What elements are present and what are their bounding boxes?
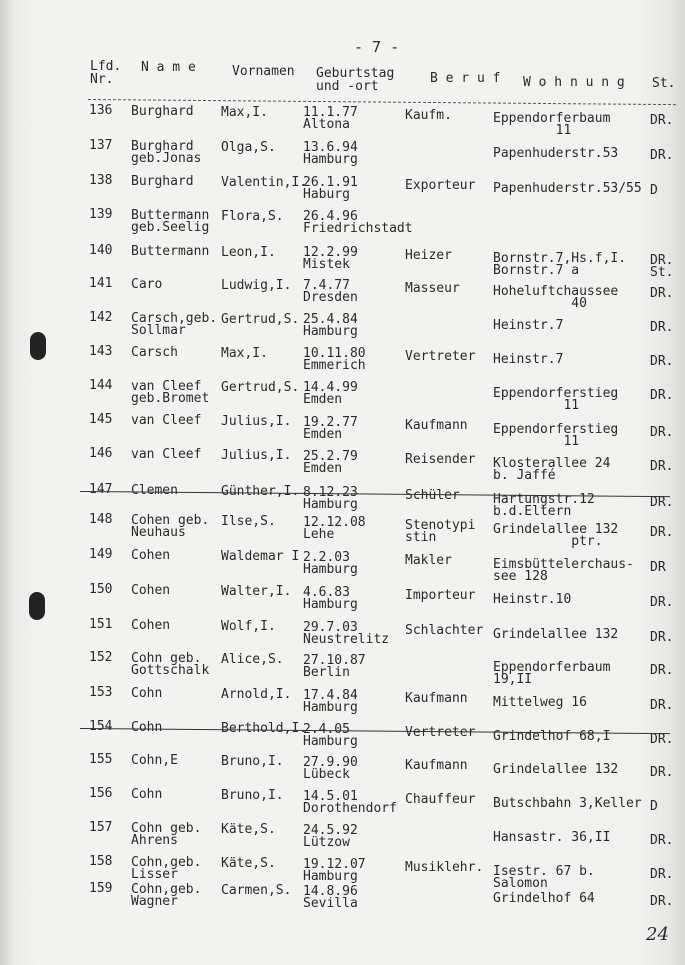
row-vorname: Arnold,I. <box>221 687 292 702</box>
row-vorname: Bruno,I. <box>221 788 284 803</box>
row-st: DR. <box>650 286 674 302</box>
row-number: 143 <box>89 344 113 359</box>
handwritten-folio: 24 <box>646 924 669 945</box>
row-number: 157 <box>89 820 113 835</box>
row-name: Cohn geb. Gottschalk <box>131 651 210 678</box>
header-beruf: B e r u f <box>430 71 501 86</box>
punch-hole-icon <box>29 592 45 620</box>
row-st: DR. <box>650 459 674 474</box>
row-beruf: Heizer <box>405 247 452 263</box>
row-wohnung: Eppendorferstieg 11 <box>493 422 619 449</box>
row-beruf: Musiklehr. <box>405 860 484 875</box>
header-nr: Lfd. Nr. <box>90 59 122 87</box>
row-geburt: 8.12.23 Hamburg <box>303 485 358 512</box>
row-st: DR. <box>650 894 674 909</box>
row-number: 150 <box>89 582 113 597</box>
row-vorname: Wolf,I. <box>221 619 276 634</box>
row-number: 154 <box>89 719 113 734</box>
row-wohnung: Grindelallee 132 <box>493 762 619 777</box>
row-wohnung: Heinstr.10 <box>493 592 572 607</box>
row-geburt: 13.6.94 Hamburg <box>303 140 358 168</box>
row-name: Cohn <box>131 720 163 735</box>
row-number: 149 <box>89 547 113 562</box>
row-wohnung: Eppendorferbaum 11 <box>493 111 611 138</box>
row-vorname: Flora,S. <box>221 208 284 224</box>
row-st: DR. <box>650 354 674 370</box>
row-vorname: Gertrud,S. <box>221 311 300 327</box>
row-vorname: Käte,S. <box>221 822 276 837</box>
row-name: Burghard <box>131 173 194 189</box>
row-vorname: Olga,S. <box>221 139 276 155</box>
row-beruf: Makler <box>405 553 452 568</box>
row-st: DR. <box>650 525 674 540</box>
row-wohnung: Grindelhof 64 <box>493 891 595 906</box>
row-vorname: Günther,I. <box>221 484 300 499</box>
row-vorname: Walter,I. <box>221 584 292 599</box>
row-st: DR. <box>650 732 674 747</box>
row-geburt: 27.10.87 Berlin <box>303 653 366 680</box>
row-st: DR. <box>650 113 674 129</box>
row-geburt: 12.2.99 Mistek <box>303 245 358 273</box>
header-name: N a m e <box>141 60 196 75</box>
row-geburt: 4.6.83 Hamburg <box>303 585 358 612</box>
row-number: 145 <box>89 412 113 427</box>
row-vorname: Käte,S. <box>221 856 276 871</box>
row-name: Buttermann <box>131 243 210 259</box>
row-vorname: Max,I. <box>221 345 268 361</box>
row-number: 141 <box>89 276 113 291</box>
row-vorname: Julius,I. <box>221 448 292 463</box>
row-name: Cohen geb. Neuhaus <box>131 513 210 540</box>
row-st: DR <box>650 560 666 575</box>
row-st: DR. <box>650 867 674 882</box>
row-number: 142 <box>89 310 113 325</box>
row-vorname: Carmen,S. <box>221 883 292 898</box>
row-name: Carsch <box>131 344 178 360</box>
row-number: 155 <box>89 752 113 767</box>
row-name: Carsch,geb. Sollmar <box>131 310 218 338</box>
row-wohnung: Eimsbüttelerchaus- see 128 <box>493 557 634 584</box>
row-vorname: Max,I. <box>221 104 268 120</box>
row-st: DR. <box>650 388 674 404</box>
row-wohnung: Klosterallee 24 b. Jaffé <box>493 456 611 483</box>
row-st: DR. <box>650 320 674 336</box>
page-number: - 7 - <box>354 38 400 56</box>
row-st: DR. <box>650 425 674 440</box>
row-geburt: 29.7.03 Neustrelitz <box>303 620 390 647</box>
row-geburt: 19.12.07 Hamburg <box>303 857 366 884</box>
row-vorname: Alice,S. <box>221 652 284 667</box>
row-beruf: Vertreter <box>405 348 476 364</box>
row-wohnung: Papenhuderstr.53 <box>493 146 619 161</box>
row-beruf: Schlachter <box>405 623 484 638</box>
row-st: D <box>650 183 658 199</box>
row-geburt: 14.8.96 Sevilla <box>303 884 358 911</box>
row-wohnung: Grindelhof 68,I <box>493 729 611 744</box>
row-vorname: Valentin,I. <box>221 174 308 190</box>
row-st: DR. <box>650 495 674 510</box>
row-st: DR. <box>650 595 674 610</box>
row-wohnung: Hoheluftchaussee 40 <box>493 284 619 311</box>
row-name: Cohen <box>131 618 171 633</box>
row-number: 152 <box>89 650 113 665</box>
row-wohnung: Eppendorferbaum 19,II <box>493 660 611 687</box>
header-wohnung: W o h n u n g <box>523 75 625 90</box>
row-name: Cohen <box>131 548 171 563</box>
row-number: 153 <box>89 685 113 700</box>
row-st: DR. <box>650 148 674 164</box>
row-number: 144 <box>89 378 113 393</box>
row-number: 158 <box>89 854 113 869</box>
row-number: 140 <box>89 243 113 258</box>
row-vorname: Ilse,S. <box>221 514 276 529</box>
row-number: 159 <box>89 881 113 896</box>
row-number: 137 <box>89 138 113 153</box>
row-name: Cohen <box>131 583 171 598</box>
row-geburt: 26.1.91 Haburg <box>303 175 358 203</box>
row-name: Caro <box>131 276 163 292</box>
row-name: Cohn,geb. Lisser <box>131 855 202 882</box>
row-number: 148 <box>89 512 113 527</box>
row-name: Burghard geb.Jonas <box>131 138 202 166</box>
row-st: D <box>650 799 658 814</box>
row-number: 139 <box>89 207 113 222</box>
row-wohnung: Bornstr.7,Hs.f,I. Bornstr.7 a <box>493 251 627 278</box>
row-beruf: Exporteur <box>405 177 476 193</box>
row-vorname: Julius,I. <box>221 414 292 429</box>
row-st: DR. <box>650 630 674 645</box>
row-name: Buttermann geb.Seelig <box>131 207 210 235</box>
punch-hole-icon <box>30 332 46 360</box>
row-name: van Cleef <box>131 413 202 428</box>
row-number: 136 <box>89 103 113 118</box>
row-geburt: 25.4.84 Hamburg <box>303 312 358 340</box>
row-wohnung: Hansastr. 36,II <box>493 830 611 845</box>
row-geburt: 14.4.99 Emden <box>303 380 358 408</box>
row-beruf: Schüler <box>405 488 460 503</box>
row-wohnung: Grindelallee 132 <box>493 627 619 642</box>
row-number: 147 <box>89 482 113 497</box>
row-wohnung: Hartungstr.12 b.d.Eltern <box>493 492 595 519</box>
row-st: DR. <box>650 765 674 780</box>
row-beruf: Masseur <box>405 280 460 296</box>
row-vorname: Waldemar I <box>221 549 300 564</box>
row-geburt: 19.2.77 Emden <box>303 415 358 442</box>
row-wohnung: Grindelallee 132 ptr. <box>493 522 619 549</box>
row-geburt: 2.4.05 Hamburg <box>303 722 358 749</box>
row-beruf: Vertreter <box>405 725 476 740</box>
row-geburt: 17.4.84 Hamburg <box>303 688 358 715</box>
row-number: 146 <box>89 446 113 461</box>
row-geburt: 11.1.77 Altona <box>303 105 358 133</box>
header-st: St. <box>652 76 676 91</box>
row-beruf: Kaufmann <box>405 758 468 773</box>
row-geburt: 27.9.90 Lübeck <box>303 755 358 782</box>
row-st: DR. St. <box>650 253 674 281</box>
row-wohnung: Heinstr.7 <box>493 352 564 367</box>
row-name: van Cleef <box>131 447 202 462</box>
row-name: Cohn,E <box>131 753 178 768</box>
row-st: DR. <box>650 698 674 713</box>
row-number: 151 <box>89 617 113 632</box>
row-geburt: 10.11.80 Emmerich <box>303 346 366 374</box>
row-wohnung: Butschbahn 3,Keller <box>493 796 642 811</box>
row-beruf: Kaufmann <box>405 418 468 433</box>
row-name: Cohn geb. Ahrens <box>131 821 202 848</box>
row-beruf: Kaufmann <box>405 691 468 706</box>
row-name: Burghard <box>131 103 194 119</box>
row-vorname: Ludwig,I. <box>221 277 292 293</box>
row-number: 156 <box>89 786 113 801</box>
row-wohnung: Eppendorferstieg 11 <box>493 386 619 413</box>
row-beruf: Stenotypi stin <box>405 518 476 545</box>
row-wohnung: Mittelweg 16 <box>493 695 587 710</box>
row-wohnung: Papenhuderstr.53/55 <box>493 181 642 196</box>
row-vorname: Berthold,I. <box>221 721 308 736</box>
row-wohnung: Isestr. 67 b. Salomon <box>493 864 595 891</box>
row-name: Clemen <box>131 483 178 498</box>
row-geburt: 14.5.01 Dorothendorf <box>303 789 397 816</box>
row-geburt: 25.2.79 Emden <box>303 449 358 476</box>
header-geburt: Geburtstag und -ort <box>316 66 395 94</box>
row-name: Cohn <box>131 686 163 701</box>
row-beruf: Importeur <box>405 588 476 603</box>
row-vorname: Bruno,I. <box>221 754 284 769</box>
row-geburt: 2.2.03 Hamburg <box>303 550 358 577</box>
row-vorname: Leon,I. <box>221 244 276 260</box>
row-name: van Cleef geb.Bromet <box>131 378 210 406</box>
row-number: 138 <box>89 173 113 188</box>
row-name: Cohn <box>131 787 163 802</box>
row-geburt: 7.4.77 Dresden <box>303 278 358 306</box>
row-st: DR. <box>650 663 674 678</box>
row-vorname: Gertrud,S. <box>221 379 300 395</box>
row-geburt: 12.12.08 Lehe <box>303 515 366 542</box>
row-beruf: Chauffeur <box>405 792 476 807</box>
header-vornamen: Vornamen <box>232 64 295 79</box>
row-beruf: Reisender <box>405 452 476 467</box>
row-st: DR. <box>650 833 674 848</box>
row-name: Cohn,geb. Wagner <box>131 882 202 909</box>
row-geburt: 24.5.92 Lützow <box>303 823 358 850</box>
row-beruf: Kaufm. <box>405 107 452 123</box>
row-geburt: 26.4.96 Friedrichstadt <box>303 209 413 237</box>
row-wohnung: Heinstr.7 <box>493 318 564 333</box>
